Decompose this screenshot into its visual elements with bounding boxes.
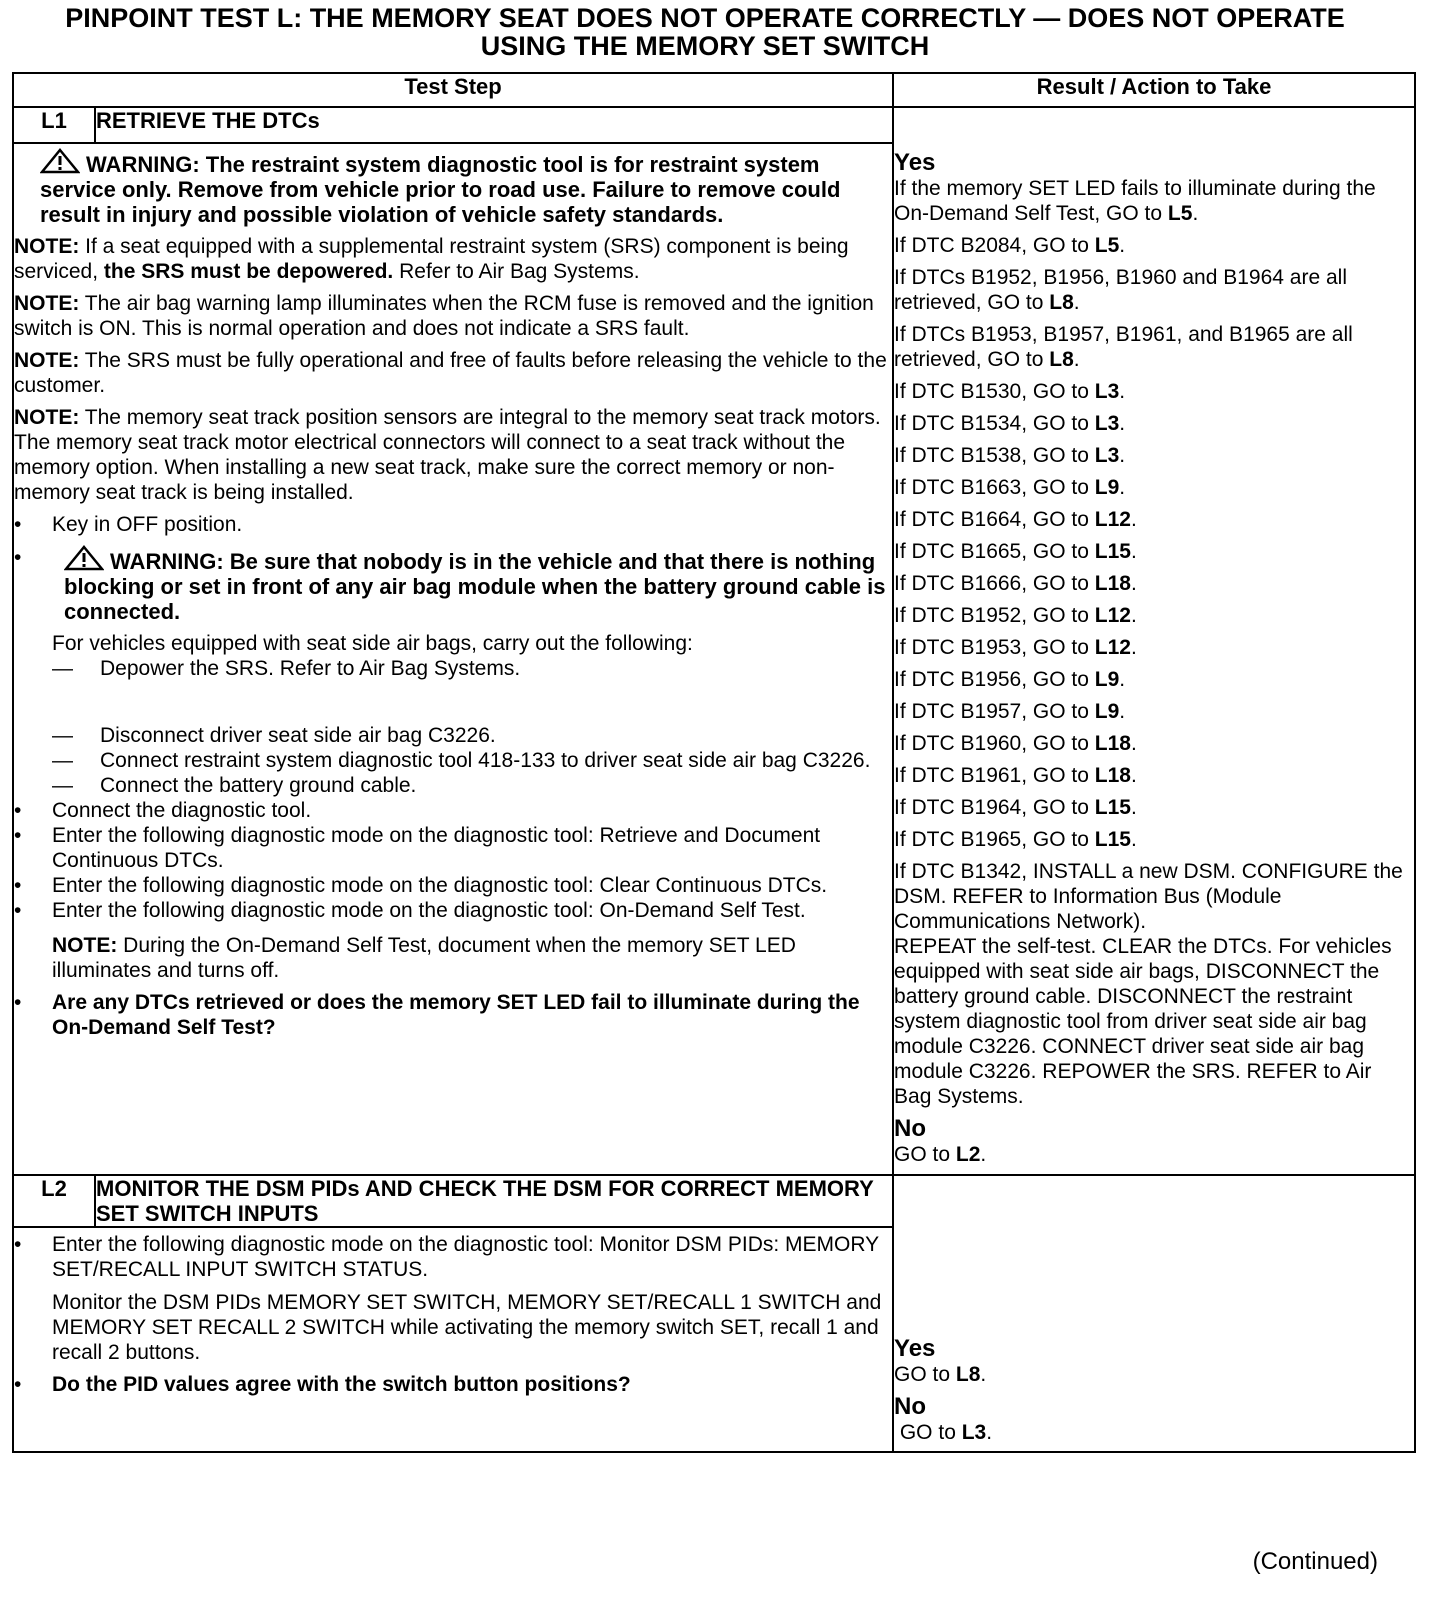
header-result: Result / Action to Take	[893, 73, 1415, 107]
step-title-l1: RETRIEVE THE DTCs	[95, 107, 893, 143]
dtc-result-item: If DTC B1960, GO to L18.	[894, 732, 1137, 755]
result-b1342: If DTC B1342, INSTALL a new DSM. CONFIGURE the DSM. REFER to Information Bus (Module Communications Network).	[894, 860, 1403, 933]
sub-step-1: — Depower the SRS. Refer to Air Bag Systems.	[52, 657, 521, 680]
dtc-result-item: If DTC B1666, GO to L18.	[894, 572, 1137, 595]
question-l2: • Do the PID values agree with the switch button positions?	[14, 1373, 631, 1396]
result-line: GO to L2.	[894, 1143, 987, 1166]
dtc-result-item: If DTC B1957, GO to L9.	[894, 700, 1126, 723]
dtc-result-item: If DTC B1664, GO to L12.	[894, 508, 1137, 531]
dtc-result-item: If DTC B1964, GO to L15.	[894, 796, 1137, 819]
step-id-l1: L1	[13, 107, 95, 143]
result-repeat: REPEAT the self-test. CLEAR the DTCs. For vehicles equipped with seat side air bags, DISCONNECT the battery ground cable. DISCONNECT the restraint system diagnostic tool from driver seat side air bag module C3226. CONNECT driver seat side air bag module C3226. REPOWER the SRS. REFER to Air Bag Systems.	[894, 935, 1392, 1108]
note-4: NOTE: The memory seat track position sensors are integral to the memory seat track motors. The memory seat track motor electrical connectors will connect to a seat track without the memory option. When installing a new seat track, make sure the correct memory or non-memory seat track is being installed.	[14, 406, 881, 504]
step-l1-title-row	[13, 107, 1415, 143]
note-5: NOTE: During the On-Demand Self Test, document when the memory SET LED illuminates and turns off.	[52, 934, 796, 982]
dtc-result-item: If DTC B1534, GO to L3.	[894, 412, 1126, 435]
warning-triangle-icon	[40, 148, 80, 174]
dtc-result-item: If DTC B1965, GO to L15.	[894, 828, 1137, 851]
page-title	[0, 4, 1410, 60]
step-id-l2: L2	[13, 1175, 95, 1227]
dtc-result-item: If DTC B1956, GO to L9.	[894, 668, 1126, 691]
bullet-clear: • Enter the following diagnostic mode on the diagnostic tool: Clear Continuous DTCs.	[14, 874, 828, 897]
result-line: If DTCs B1953, B1957, B1961, and B1965 are all retrieved, GO to L8.	[894, 323, 1353, 371]
step-l2-body	[13, 1227, 893, 1452]
step-title-l2: MONITOR THE DSM PIDs AND CHECK THE DSM FOR CORRECT MEMORY SET SWITCH INPUTS	[95, 1175, 893, 1227]
dtc-result-item: If DTC B1952, GO to L12.	[894, 604, 1137, 627]
result-line: If the memory SET LED fails to illuminate during the On-Demand Self Test, GO to L5.	[894, 177, 1376, 225]
dtc-result-list	[894, 379, 1414, 852]
question-l1: • Are any DTCs retrieved or does the memory SET LED fail to illuminate during the On-Demand Self Test?	[14, 991, 860, 1039]
header-row	[13, 73, 1415, 107]
dtc-result-item: If DTC B1530, GO to L3.	[894, 380, 1126, 403]
header-test-step: Test Step	[13, 73, 893, 107]
pinpoint-table	[12, 72, 1416, 1453]
sub-step-2: — Disconnect driver seat side air bag C3226.	[52, 724, 496, 747]
sub-step-3: — Connect restraint system diagnostic tool 418-133 to driver seat side air bag C3226.	[52, 749, 871, 772]
warning-triangle-icon	[64, 545, 104, 571]
bullet-self-test: • Enter the following diagnostic mode on the diagnostic tool: On-Demand Self Test.	[14, 899, 806, 922]
note-3: NOTE: The SRS must be fully operational and free of faults before releasing the vehicle to the customer.	[14, 349, 887, 397]
side-bags-text: For vehicles equipped with seat side air bags, carry out the following:	[52, 632, 693, 655]
result-line: If DTC B2084, GO to L5.	[894, 234, 1126, 257]
bullet-retrieve: • Enter the following diagnostic mode on the diagnostic tool: Retrieve and Document Continuous DTCs.	[14, 824, 821, 872]
result-l1	[893, 107, 1415, 1175]
warning-2: WARNING: Be sure that nobody is in the vehicle and that there is nothing blocking or set in front of any air bag module when the battery ground cable is connected.	[52, 545, 892, 624]
sub-step-4: — Connect the battery ground cable.	[52, 774, 417, 797]
title-line-1: PINPOINT TEST L: THE MEMORY SEAT DOES NOT OPERATE CORRECTLY — DOES NOT OPERATE	[65, 3, 1345, 33]
dtc-result-item: If DTC B1538, GO to L3.	[894, 444, 1126, 467]
dtc-result-item: If DTC B1665, GO to L15.	[894, 540, 1137, 563]
result-l1-yes: Yes	[894, 149, 936, 176]
bullet-connect-tool: • Connect the diagnostic tool.	[14, 799, 312, 822]
result-line: GO to L3.	[894, 1421, 993, 1444]
step-l2-title-row	[13, 1175, 1415, 1227]
result-l2-yes: Yes	[894, 1335, 936, 1362]
bullet-warning-2: • WARNING: Be sure that nobody is in the vehicle and that there is nothing blocking or set in front of any air bag module when the battery ground cable is connected. For vehicles equipped with seat side air bags, carry out the following:	[14, 545, 892, 656]
dtc-result-item: If DTC B1961, GO to L18.	[894, 764, 1137, 787]
warning-1: WARNING: The restraint system diagnostic tool is for restraint system service only. Remove from vehicle prior to road use. Failure to remove could result in injury and possible violation of vehicle safety standards.	[14, 148, 892, 227]
result-l2-no: No	[894, 1393, 927, 1420]
title-line-2: USING THE MEMORY SET SWITCH	[480, 31, 930, 61]
result-l2	[893, 1175, 1415, 1452]
result-l1-no: No	[894, 1115, 927, 1142]
result-line: GO to L8.	[894, 1363, 987, 1386]
note-2: NOTE: The air bag warning lamp illuminates when the RCM fuse is removed and the ignition switch is ON. This is normal operation and does not indicate a SRS fault.	[14, 292, 874, 340]
continued-label: (Continued)	[1252, 1548, 1378, 1575]
dtc-result-item: If DTC B1663, GO to L9.	[894, 476, 1126, 499]
step-l1-body	[13, 143, 893, 1175]
bullet-key-off: • Key in OFF position.	[14, 513, 243, 536]
result-line: If DTCs B1952, B1956, B1960 and B1964 are all retrieved, GO to L8.	[894, 266, 1347, 314]
bullet-monitor: • Enter the following diagnostic mode on the diagnostic tool: Monitor DSM PIDs: MEMORY SET/RECALL INPUT SWITCH STATUS.	[14, 1233, 879, 1281]
monitor-text: Monitor the DSM PIDs MEMORY SET SWITCH, MEMORY SET/RECALL 1 SWITCH and MEMORY SET RECALL 2 SWITCH while activating the memory switch SET, recall 1 and recall 2 buttons.	[52, 1291, 882, 1364]
dtc-result-item: If DTC B1953, GO to L12.	[894, 636, 1137, 659]
note-1: NOTE: If a seat equipped with a supplemental restraint system (SRS) component is being serviced, the SRS must be depowered. Refer to Air Bag Systems.	[14, 235, 849, 283]
